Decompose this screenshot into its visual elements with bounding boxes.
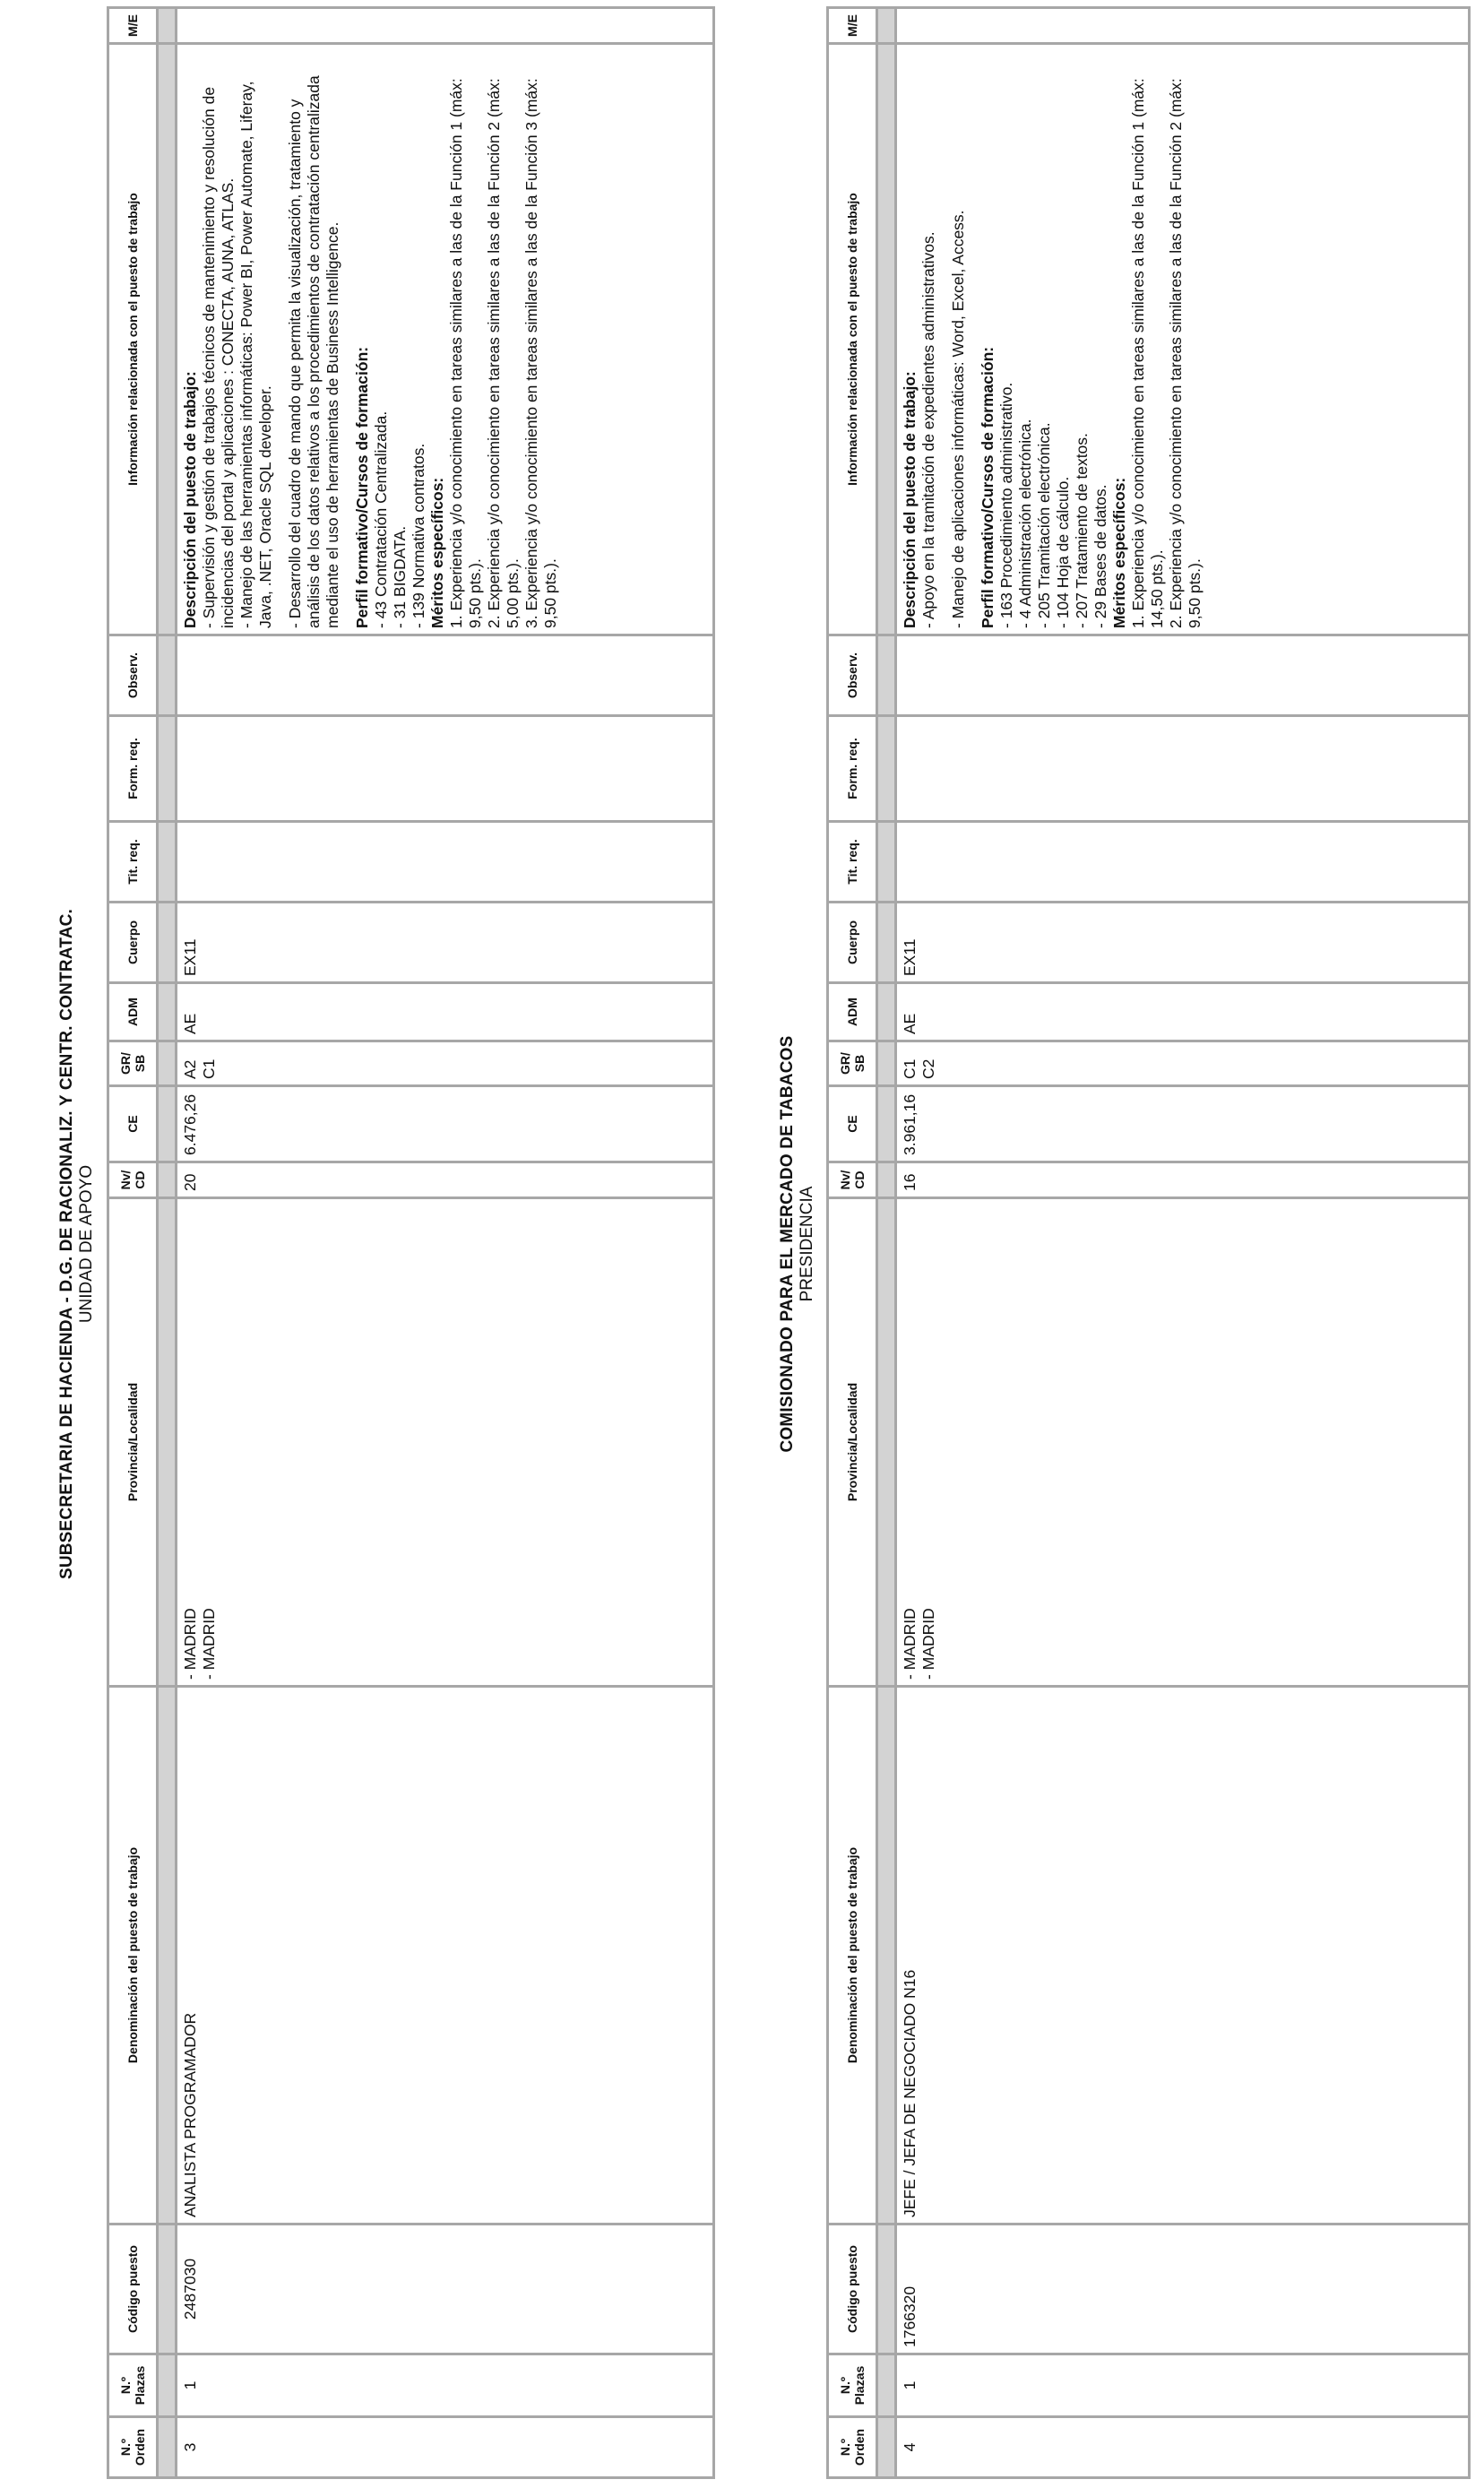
- col-plazas: N.º Plazas: [108, 2354, 158, 2417]
- info-desc-line: [938, 50, 949, 628]
- cell-me: [177, 8, 714, 44]
- info-merito-line: 1. Experiencia y/o conocimiento en tareas similares a las de la Función 1 (máx: 14,50 pts.).: [1129, 78, 1166, 628]
- col-grupo: GR/ SB: [108, 1041, 158, 1086]
- cell-denominacion: ANALISTA PROGRAMADOR: [177, 1687, 714, 2225]
- info-perfil-line: - 207 Tratamiento de textos.: [1073, 433, 1091, 628]
- info-desc-title: Descripción del puesto de trabajo:: [181, 371, 199, 628]
- cell-nivel: 16: [896, 1162, 1470, 1198]
- cell-provincia: [177, 1198, 714, 1687]
- provincia-line: - MADRID: [181, 1608, 199, 1680]
- col-denominacion: Denominación del puesto de trabajo: [828, 1687, 877, 2225]
- col-orden: N.º Orden: [828, 2417, 877, 2478]
- col-adm: ADM: [108, 983, 158, 1041]
- section-2-title: COMISIONADO PARA EL MERCADO DE TABACOS: [778, 1035, 797, 1453]
- cell-ce: 3.961,16: [896, 1086, 1470, 1162]
- section-1-title: SUBSECRETARIA DE HACIENDA - D.G. DE RACIONALIZ. Y CENTR. CONTRATAC.: [57, 908, 76, 1580]
- cell-grupo: [896, 1041, 1470, 1086]
- info-desc-line: - Manejo de aplicaciones informáticas: Word, Excel, Access.: [949, 210, 967, 628]
- info-perfil-line: - 104 Hoja de cálculo.: [1054, 476, 1072, 628]
- cell-tit: [177, 822, 714, 903]
- col-adm: ADM: [828, 983, 877, 1041]
- provincia-line: - MADRID: [200, 1608, 218, 1680]
- section-1-subtitle: UNIDAD DE APOYO: [77, 1164, 96, 1324]
- col-plazas: N.º Plazas: [828, 2354, 877, 2417]
- col-grupo: GR/ SB: [828, 1041, 877, 1086]
- section-2-spacer-row: [877, 8, 896, 2478]
- info-desc-line: - Supervisión y gestión de trabajos técnicos de mantenimiento y resolución de incidencias del portal y aplicaciones : CONECTA, AUNA, ATLAS.: [200, 86, 237, 628]
- info-perfil-line: - 4 Administración electrónica.: [1016, 419, 1034, 628]
- cell-plazas: 1: [177, 2354, 714, 2417]
- col-ce: CE: [108, 1086, 158, 1162]
- col-nivel: Nv/ CD: [828, 1162, 877, 1198]
- table-row: [177, 8, 714, 2478]
- col-info: Información relacionada con el puesto de trabajo: [108, 44, 158, 635]
- col-provincia: Provincia/Localidad: [108, 1198, 158, 1687]
- cell-ce: 6.476,26: [177, 1086, 714, 1162]
- col-provincia: Provincia/Localidad: [828, 1198, 877, 1687]
- col-form: Form. req.: [828, 716, 877, 822]
- cell-codigo: 1766320: [896, 2225, 1470, 2354]
- section-1-table: [107, 6, 715, 2479]
- grupo-line: A2: [181, 1059, 199, 1079]
- col-denominacion: Denominación del puesto de trabajo: [108, 1687, 158, 2225]
- info-perfil-line: - 29 Bases de datos.: [1091, 484, 1109, 628]
- grupo-line: C2: [919, 1058, 937, 1079]
- info-perfil-line: - 163 Procedimiento administrativo.: [997, 382, 1015, 628]
- info-desc-title: Descripción del puesto de trabajo:: [901, 371, 919, 628]
- cell-form: [896, 716, 1470, 822]
- info-desc-line: - Manejo de las herramientas informáticas: Power BI, Power Automate, Liferay, Java, .NET, Oracle SQL developer.: [237, 81, 274, 628]
- cell-cuerpo: EX11: [896, 903, 1470, 983]
- col-cuerpo: Cuerpo: [108, 903, 158, 983]
- cell-provincia: [896, 1198, 1470, 1687]
- cell-adm: AE: [177, 983, 714, 1041]
- cell-me: [896, 8, 1470, 44]
- info-perfil-line: - 139 Normativa contratos.: [410, 443, 427, 628]
- section-2-header-row: [828, 8, 877, 2478]
- col-form: Form. req.: [108, 716, 158, 822]
- cell-codigo: 2487030: [177, 2225, 714, 2354]
- info-perfil-title: Perfil formativo/Cursos de formación:: [353, 346, 371, 628]
- info-perfil-line: - 31 BIGDATA.: [391, 525, 409, 628]
- section-2-subtitle: PRESIDENCIA: [798, 1186, 816, 1302]
- section-1-header-row: [108, 8, 158, 2478]
- col-me: M/E: [108, 8, 158, 44]
- info-desc-line: - Apoyo en la tramitación de expedientes administrativos.: [919, 231, 937, 628]
- col-cuerpo: Cuerpo: [828, 903, 877, 983]
- col-observ: Observ.: [108, 635, 158, 716]
- cell-form: [177, 716, 714, 822]
- info-perfil-line: - 43 Contratación Centralizada.: [372, 410, 390, 628]
- cell-plazas: 1: [896, 2354, 1470, 2417]
- col-orden: N.º Orden: [108, 2417, 158, 2478]
- cell-orden: 3: [177, 2417, 714, 2478]
- cell-info: [896, 44, 1470, 635]
- col-codigo: Código puesto: [828, 2225, 877, 2354]
- provincia-line: - MADRID: [919, 1608, 937, 1680]
- cell-grupo: [177, 1041, 714, 1086]
- cell-info: [177, 44, 714, 635]
- col-ce: CE: [828, 1086, 877, 1162]
- cell-cuerpo: EX11: [177, 903, 714, 983]
- col-observ: Observ.: [828, 635, 877, 716]
- info-desc-line: [275, 50, 286, 628]
- cell-orden: 4: [896, 2417, 1470, 2478]
- cell-denominacion: JEFE / JEFA DE NEGOCIADO N16: [896, 1687, 1470, 2225]
- info-merito-line: 1. Experiencia y/o conocimiento en tareas similares a las de la Función 1 (máx: 9,50 pts.).: [447, 78, 484, 628]
- table-row: [896, 8, 1470, 2478]
- provincia-line: - MADRID: [901, 1608, 919, 1680]
- info-meritos-title: Méritos específicos:: [1110, 477, 1128, 628]
- grupo-line: C1: [901, 1058, 919, 1079]
- info-merito-line: 2. Experiencia y/o conocimiento en tareas similares a las de la Función 2 (máx: 9,50 pts.).: [1167, 78, 1204, 628]
- cell-observ: [896, 635, 1470, 716]
- cell-tit: [896, 822, 1470, 903]
- grupo-line: C1: [200, 1058, 218, 1079]
- info-perfil-title: Perfil formativo/Cursos de formación:: [979, 346, 997, 628]
- info-merito-line: 2. Experiencia y/o conocimiento en tareas similares a las de la Función 2 (máx: 5,00 pts.).: [485, 78, 522, 628]
- info-desc-line: - Desarrollo del cuadro de mando que permita la visualización, tratamiento y análisis de los datos relativos a los procedimientos de contratación centralizada mediante el uso de herramientas de Business Intelligence.: [286, 75, 341, 628]
- col-tit: Tit. req.: [828, 822, 877, 903]
- cell-observ: [177, 635, 714, 716]
- col-me: M/E: [828, 8, 877, 44]
- info-perfil-line: - 205 Tramitación electrónica.: [1035, 422, 1053, 628]
- col-info: Información relacionada con el puesto de trabajo: [828, 44, 877, 635]
- info-meritos-title: Méritos específicos:: [428, 477, 446, 628]
- col-nivel: Nv/ CD: [108, 1162, 158, 1198]
- cell-adm: AE: [896, 983, 1470, 1041]
- section-2-table: [826, 6, 1471, 2479]
- section-1-spacer-row: [158, 8, 177, 2478]
- info-merito-line: 3. Experiencia y/o conocimiento en tareas similares a las de la Función 3 (máx: 9,50 pts.).: [522, 78, 559, 628]
- col-codigo: Código puesto: [108, 2225, 158, 2354]
- col-tit: Tit. req.: [108, 822, 158, 903]
- cell-nivel: 20: [177, 1162, 714, 1198]
